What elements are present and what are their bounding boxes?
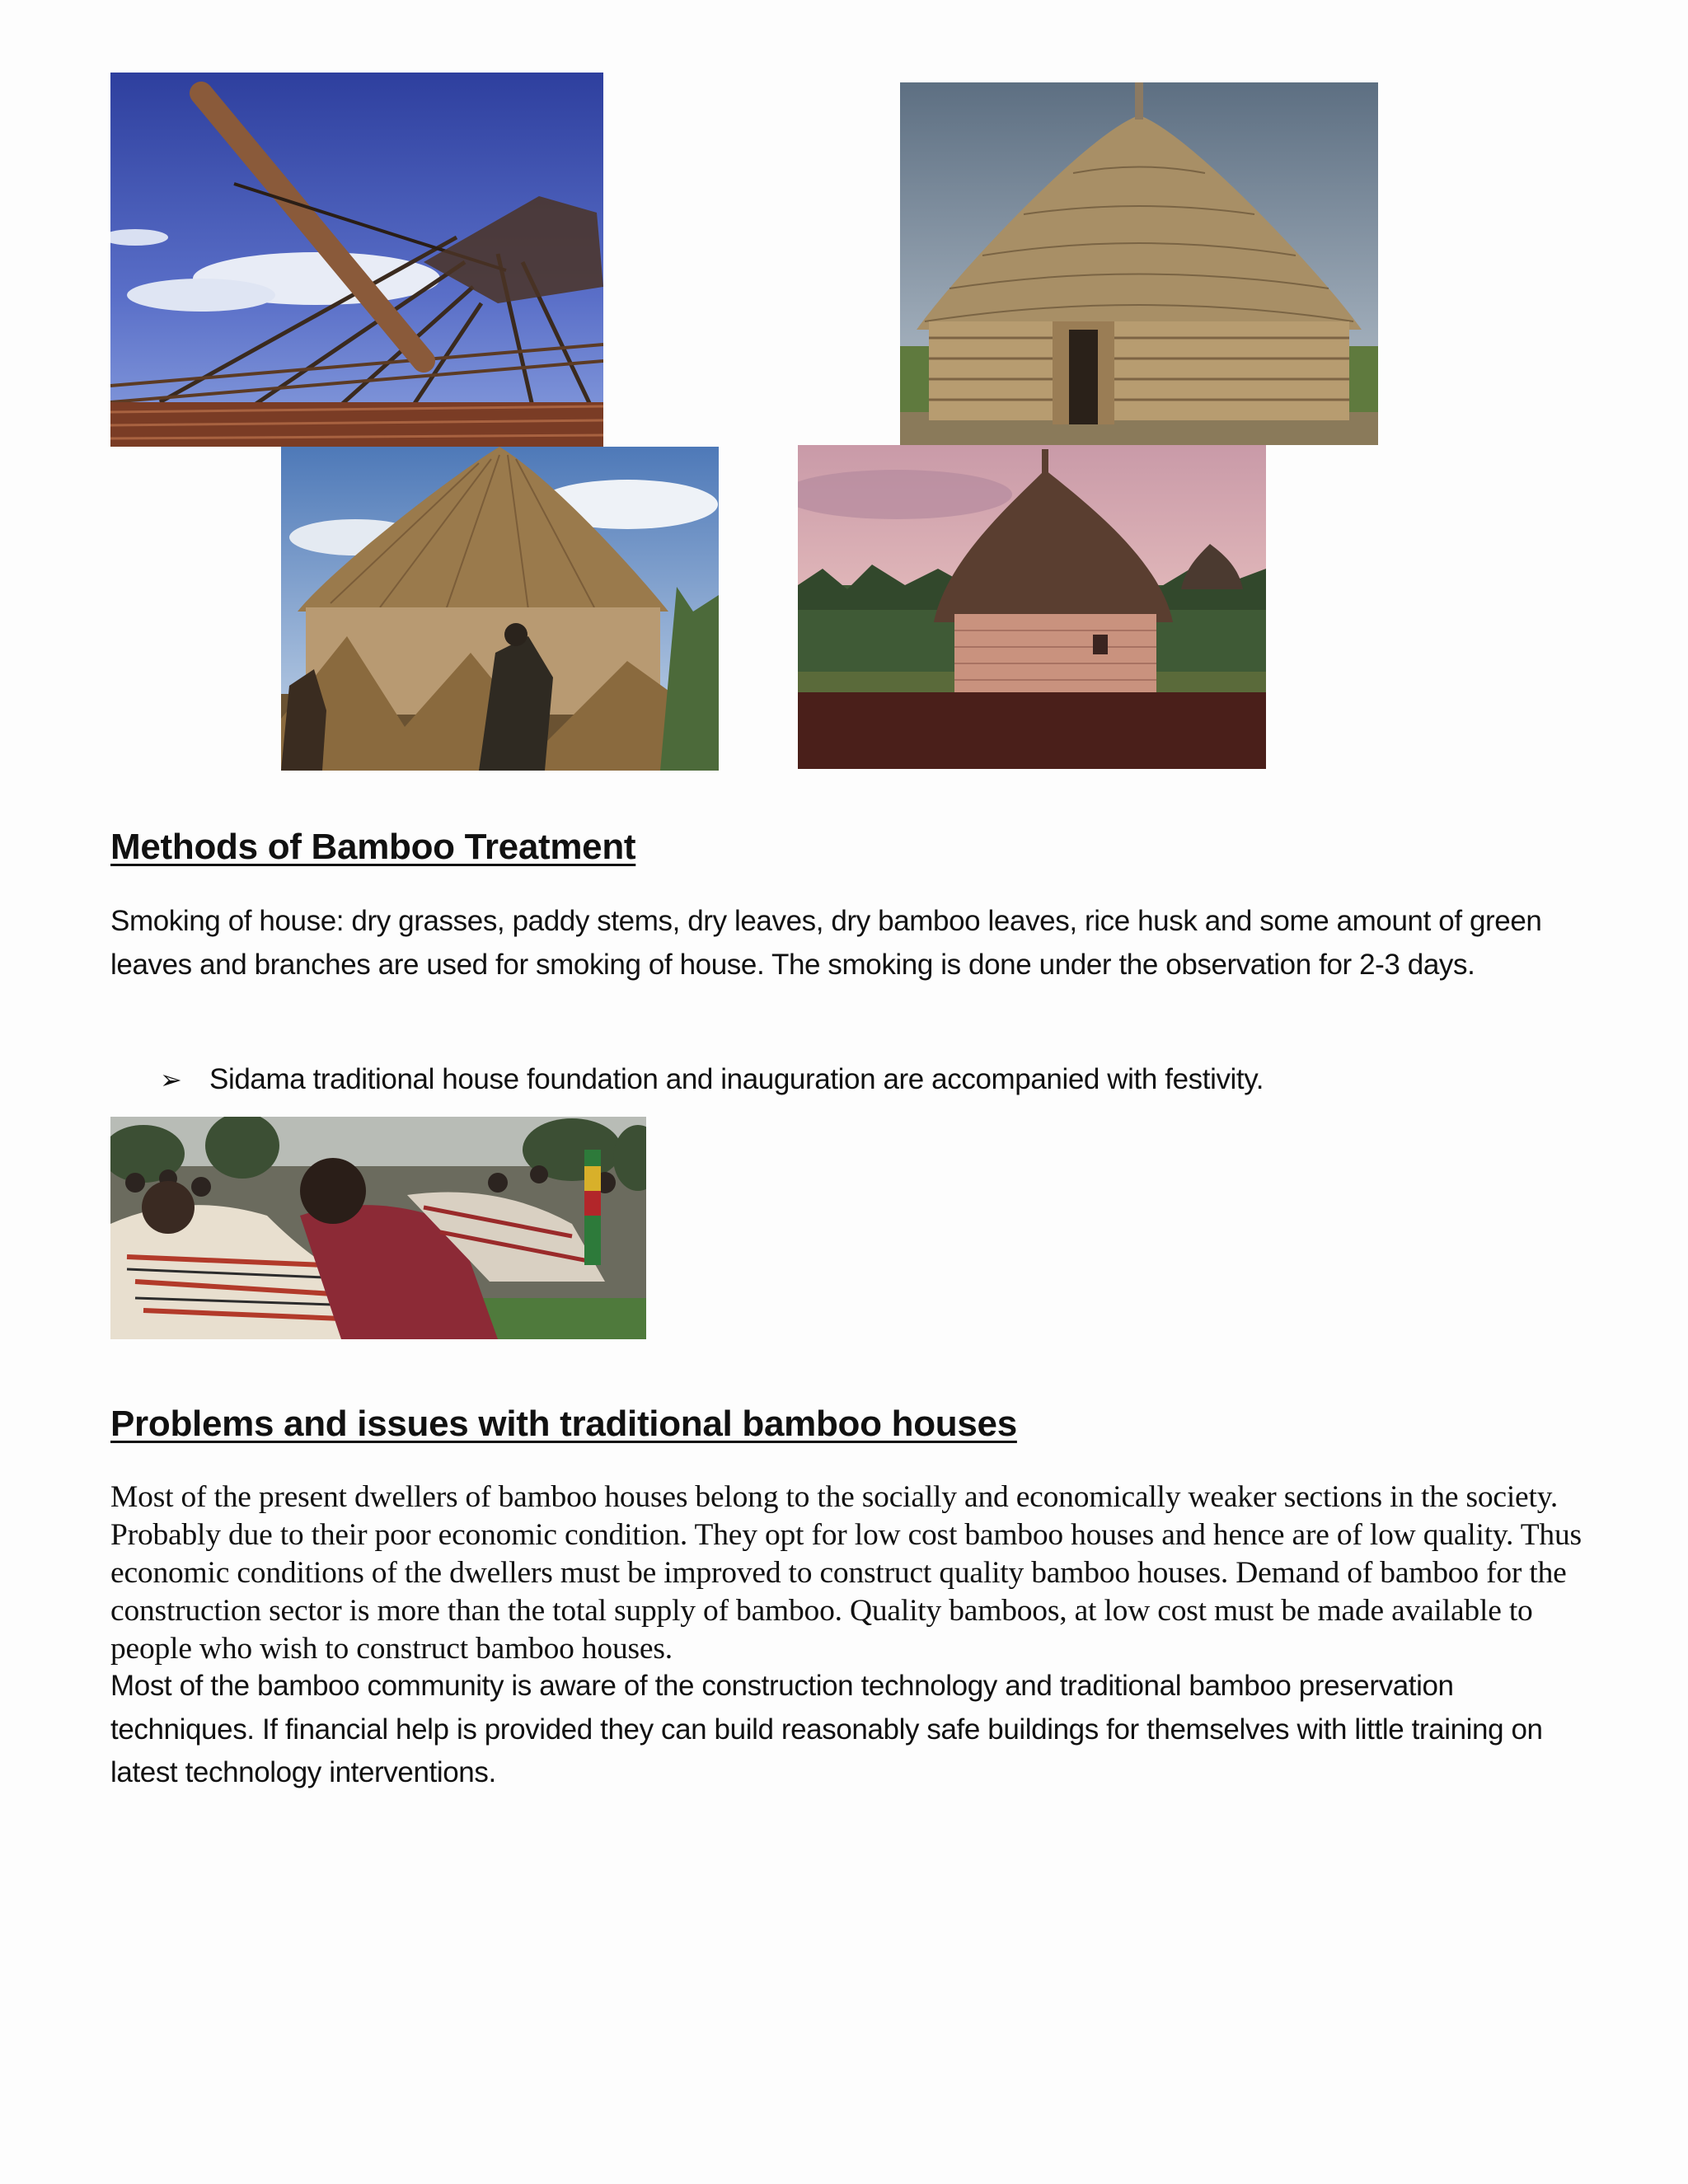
thatched-hut-at-dusk-photo — [798, 445, 1266, 769]
woven-bamboo-hut-photo — [900, 82, 1378, 445]
section-heading-problems: Problems and issues with traditional bamboo houses — [110, 1404, 1017, 1444]
bullet-list-item — [160, 1058, 1264, 1101]
section-heading-bamboo-treatment: Methods of Bamboo Treatment — [110, 827, 636, 867]
community-awareness-paragraph: Most of the bamboo community is aware of the construction technology and traditional bamboo preservation techniques. If financial help is provided they can build reasonably safe buildings for themselves with little training on latest technology interventions. — [110, 1670, 1543, 1788]
hut-frame-construction-photo — [110, 73, 603, 447]
economic-conditions-paragraph: Most of the present dwellers of bamboo houses belong to the socially and economically weaker sections in the society. Probably due to their poor economic condition. They opt for low cost bamboo houses and hence are of low quality. Thus economic conditions of the dwellers must be improved to construct quality bamboo houses. Demand of bamboo for the construction sector is more than the total supply of bamboo. Quality bamboos, at low cost must be made available to people who wish to construct bamboo houses. — [110, 1480, 1582, 1666]
arrow-bullet-icon: ➢ — [160, 1065, 182, 1094]
smoking-paragraph: Smoking of house: dry grasses, paddy stems, dry leaves, dry bamboo leaves, rice husk and some amount of green leaves and branches are used for smoking of house. The smoking is done under the observation for 2-3 days. — [110, 905, 1542, 981]
thatching-hut-photo — [281, 447, 719, 771]
festivity-crowd-photo — [110, 1117, 646, 1339]
bullet-text: Sidama traditional house foundation and inauguration are accompanied with festivity. — [209, 1063, 1264, 1095]
